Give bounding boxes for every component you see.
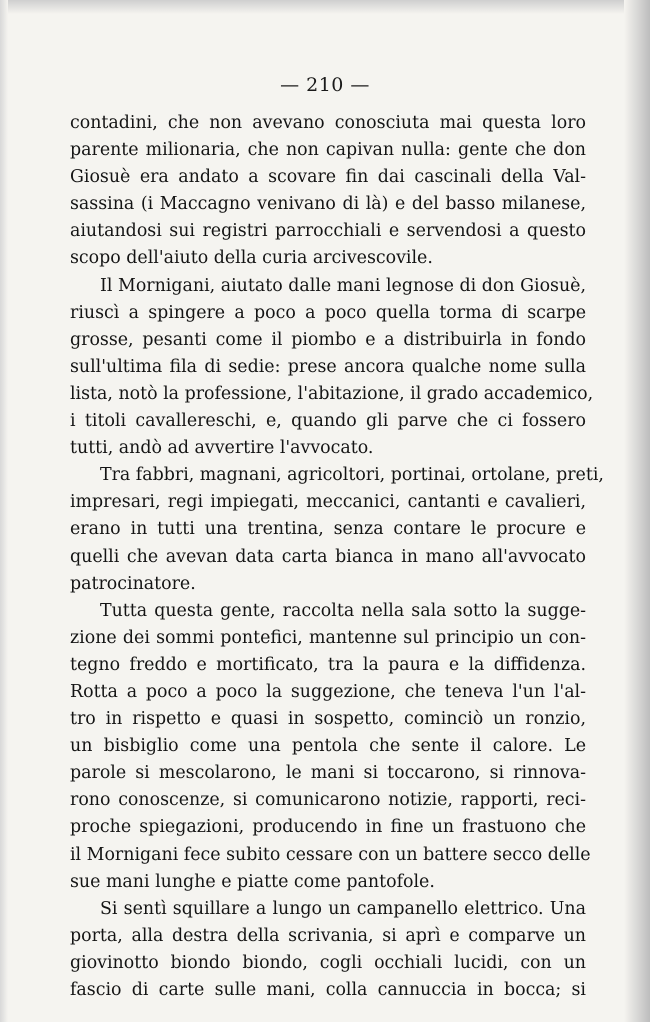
text-line: parente milionaria, che non capivan nulla: gente che don [70,140,586,161]
text-line: riuscì a spingere a poco a poco quella torma di scarpe [70,302,586,323]
text-line: quelli che avevan data carta bianca in mano all'avvocato [70,546,586,567]
text-line: impresari, regi impiegati, meccanici, cantanti e cavalieri, [70,492,586,513]
text-line: grosse, pesanti come il piombo e a distribuirla in fondo [70,329,586,350]
text-line: sassina (i Maccagno venivano di là) e del basso milanese, [70,194,586,215]
text-line: proche spiegazioni, producendo in fine un frastuono che [70,817,586,838]
text-line: contadini, che non avevano conosciuta mai questa loro [70,113,586,133]
text-line: zione dei sommi pontefici, mantenne sul principio un con- [70,627,586,648]
text-line: rono conoscenze, si comunicarono notizie, rapporti, reci- [70,790,586,811]
text-line: tutti, andò ad avvertire l'avvocato. [70,438,374,459]
page-number: — 210 — [280,74,370,96]
text-line: sue mani lunghe e piatte come pantofole. [70,871,435,892]
paragraph-first-line: Il Mornigani, aiutato dalle mani legnose di don Giosuè, [100,275,586,296]
text-line: patrocinatore. [70,573,196,594]
paragraph-first-line: Si sentì squillare a lungo un campanello elettrico. Una [100,898,586,919]
text-line: parole si mescolarono, le mani si toccarono, si rinnova- [70,763,586,784]
text-line: giovinotto biondo biondo, cogli occhiali lucidi, con un [70,952,586,973]
text-line: scopo dell'aiuto della curia arcivescovile. [70,248,433,269]
text-line: il Mornigani fece subito cessare con un battere secco delle [70,844,591,865]
paragraph-first-line: Tra fabbri, magnani, agricoltori, portinai, ortolane, preti, [100,465,604,486]
text-line: tegno freddo e mortificato, tra la paura e la diffidenza. [70,654,586,675]
body-text [70,110,604,1004]
text-line: Rotta a poco a poco la suggezione, che teneva l'un l'al- [70,681,586,702]
text-line: sull'ultima fila di sedie: prese ancora qualche nome sulla [70,356,586,377]
text-line: Giosuè era andato a scovare fin dai cascinali della Val- [70,167,586,188]
page-left-edge-shadow [0,0,8,1022]
text-line: fascio di carte sulle mani, colla cannuccia in bocca; si [70,980,586,1000]
page-right-edge-shadow [624,0,650,1022]
text-line: un bisbiglio come una pentola che sente il calore. Le [70,736,586,757]
paragraph-first-line: Tutta questa gente, raccolta nella sala sotto la sugge- [100,600,586,621]
text-line: porta, alla destra della scrivania, si aprì e comparve un [70,925,586,946]
page-top-edge-shadow [0,0,650,14]
text-line: tro in rispetto e quasi in sospetto, cominciò un ronzio, [70,709,586,730]
text-line: i titoli cavallereschi, e, quando gli parve che ci fossero [70,411,586,432]
text-line: aiutandosi sui registri parrocchiali e servendosi a questo [70,221,586,242]
text-line: erano in tutti una trentina, senza contare le procure e [70,519,586,540]
text-line: lista, notò la professione, l'abitazione, il grado accademico, [70,383,594,404]
